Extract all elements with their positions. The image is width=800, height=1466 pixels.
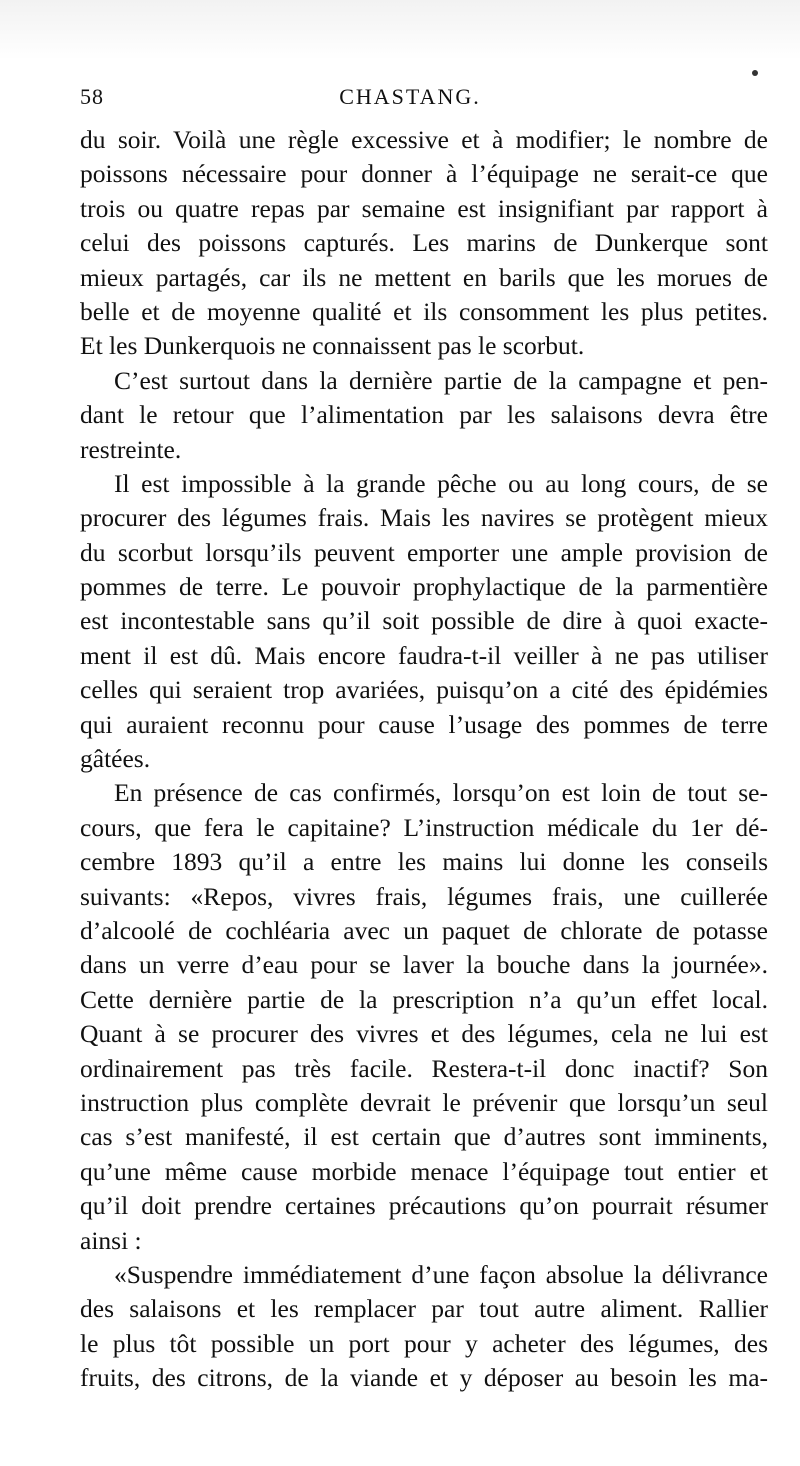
text-line: ainsi : [80,1225,142,1255]
text-line: belle et de moyenne qualité et ils consomment les plus petites. [80,296,768,326]
text-line: cembre 1893 qu’il a entre les mains lui donne les conseils [80,847,768,877]
text-line: procurer des légumes frais. Mais les navires se protègent mieux [80,503,768,533]
text-line: gâtées. [80,744,151,774]
text-line: Quant à se procurer des vivres et des légumes, cela ne lui est [80,1019,768,1049]
text-line: fruits, des citrons, de la viande et y déposer au besoin les ma- [80,1363,768,1393]
text-line: est incontestable sans qu’il soit possible de dire à quoi exacte- [80,606,768,636]
text-line: instruction plus complète devrait le prévenir que lorsqu’un seul [80,1087,768,1117]
text-line: dant le retour que l’alimentation par les salaisons devra être [80,400,768,430]
text-line: cours, que fera le capitaine? L’instruction médicale du 1er dé- [80,812,768,842]
text-line: En présence de cas confirmés, lorsqu’on est loin de tout se- [114,778,768,808]
text-line: Il est impossible à la grande pêche ou au long cours, de se [114,468,768,498]
body-text [80,123,768,1395]
text-line: dans un verre d’eau pour se laver la bouche dans la journée». [80,950,768,980]
text-line: Cette dernière partie de la prescription n’a qu’un effet local. [80,984,768,1014]
text-line: pommes de terre. Le pouvoir prophylactique de la parmentière [80,572,768,602]
text-line: mieux partagés, car ils ne mettent en barils que les morues de [80,262,768,292]
scan-shading [0,0,800,60]
text-line: restreinte. [80,434,182,464]
text-line: «Suspendre immédiatement d’une façon absolue la délivrance [114,1259,768,1289]
text-line: trois ou quatre repas par semaine est insignifiant par rapport à [80,193,768,223]
text-line: celui des poissons capturés. Les marins de Dunkerque sont [80,228,768,258]
text-line: du soir. Voilà une règle excessive et à modifier; le nombre de [80,125,768,154]
text-line: le plus tôt possible un port pour y acheter des légumes, des [80,1328,768,1358]
text-line: poissons nécessaire pour donner à l’équipage ne serait-ce que [80,159,768,189]
text-line: suivants: «Repos, vivres frais, légumes frais, une cuillerée [80,881,768,911]
text-line: Et les Dunkerquois ne connaissent pas le scorbut. [80,331,585,361]
page-header [80,84,740,114]
text-line: des salaisons et les remplacer par tout autre aliment. Rallier [80,1294,768,1324]
text-line: cas s’est manifesté, il est certain que d’autres sont imminents, [80,1122,768,1152]
text-line: qui auraient reconnu pour cause l’usage des pommes de terre [80,709,768,739]
running-head: CHASTANG. [339,84,481,109]
text-line: qu’une même cause morbide menace l’équipage tout entier et [80,1156,768,1186]
text-line: ment il est dû. Mais encore faudra-t-il veiller à ne pas utiliser [80,640,768,670]
text-line: celles qui seraient trop avariées, puisqu’on a cité des épidémies [80,675,768,705]
text-line: C’est surtout dans la dernière partie de la campagne et pen- [114,365,768,395]
text-line: d’alcoolé de cochléaria avec un paquet de chlorate de potasse [80,915,768,945]
text-line: qu’il doit prendre certaines précautions qu’on pourrait résumer [80,1191,768,1221]
ink-mark [752,70,758,76]
page-number: 58 [80,84,104,109]
text-line: ordinairement pas très facile. Restera-t-il donc inactif? Son [80,1053,768,1083]
text-line: du scorbut lorsqu’ils peuvent emporter une ample provision de [80,537,768,567]
